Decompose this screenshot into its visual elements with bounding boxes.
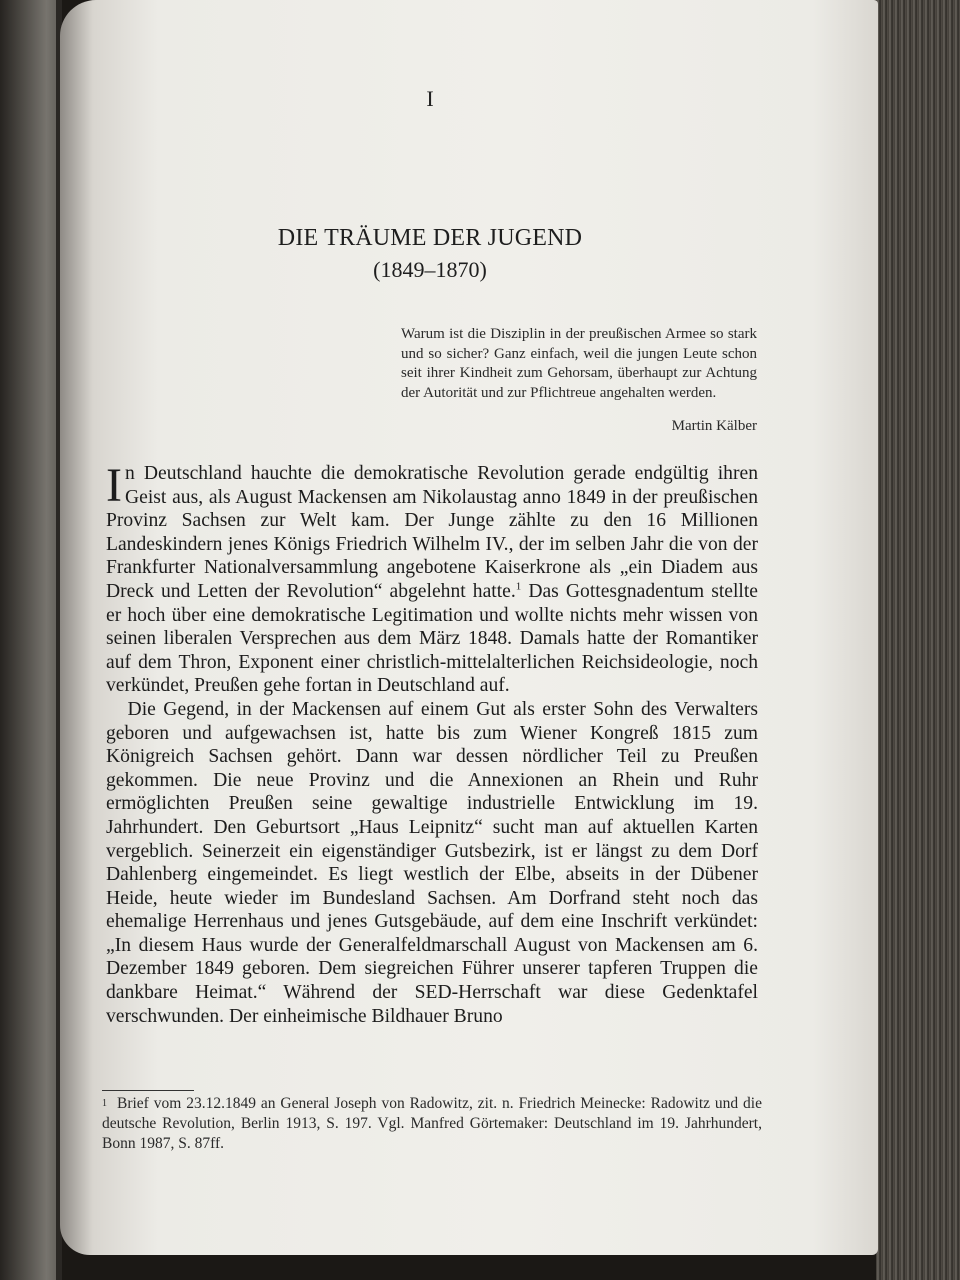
chapter-years: (1849–1870) xyxy=(373,257,487,282)
epigraph-quote: Warum ist die Disziplin in der preußischen Armee so stark und so sicher? Ganz einfach, weil die jungen Leute schon seit ihrer Kindheit zum Gehorsam, überhaupt zur Achtung der Autorität und zur Pflichtreue angehalten werden. xyxy=(401,326,757,401)
book-page-edges xyxy=(876,0,960,1280)
footnote-mark: 1 xyxy=(102,1098,107,1109)
paragraph-2: Die Gegend, in der Mackensen auf einem Gut als erster Sohn des Verwalters geboren und aufgewachsen ist, hatte bis zum Wiener Kongreß 1815 zum Königreich Sachsen gehört. Dann war dessen nördlicher Teil zu Preußen gekommen. Die neue Provinz und die Annexionen an Rhein und Ruhr ermöglichten Preußen seine gewaltige industrielle Entwicklung im 19. Jahrhundert. Den Geburtsort „Haus Leipnitz“ sucht man auf aktuellen Karten vergeblich. Seinerzeit ein eigenständiger Gutsbezirk, ist er längst zu dem Dorf Dahlenberg eingemeindet. Es liegt westlich der Elbe, abseits in der Dübener Heide, heute wieder im Bundesland Sachsen. Am Dorfrand steht noch das ehemalige Herrenhaus und jenes Gutsgebäude, auf dem eine Inschrift verkündet: „In diesem Haus wurde der Generalfeldmarschall August von Mackensen am 6. Dezember 1849 geboren. Dem siegreichen Führer unserer tapferen Truppen die dankbare Heimat.“ Während der SED-Herrschaft war diese Gedenktafel verschwunden. Der einheimische Bildhauer Bruno xyxy=(106,698,758,1027)
chapter-number: I xyxy=(426,86,434,111)
book-left-edge xyxy=(0,0,62,1280)
footnote-reference[interactable]: 1 xyxy=(515,580,522,593)
paragraph-1-text-a: n Deutschland hauchte die demokratische Revolution gerade endgültig ihren Geist aus, als August Mackensen am Nikolaustag anno 1849 in der preußischen Provinz Sachsen zur Welt kam. Der Junge zählte zu den 16 Millionen Landeskindern jenes Königs Friedrich Wilhelm IV., der im selben Jahr die von der Frankfurter Nationalversammlung angebotene Kaiserkrone als „ein Diadem aus Dreck und Letten der Revolution“ abgelehnt hatte. xyxy=(106,463,758,602)
paragraph-1-text-b: Das Gottesgnadentum stellte er hoch über eine demokratische Legitimation und wollte nichts mehr wissen von seinen liberalen Versprechen aus dem März 1848. Damals hatte der Romantiker auf dem Thron, Exponent einer christlich-mittelalterlichen Reichsideologie, noch verkündet, Preußen gehe fortan in Deutschland auf. xyxy=(106,580,758,697)
footnote-divider xyxy=(102,1090,194,1091)
footnote-text: Brief vom 23.12.1849 an General Joseph von Radowitz, zit. n. Friedrich Meinecke: Radowitz und die deutsche Revolution, Berlin 1913, S. 197. Vgl. Manfred Görtemaker: Deutschland im 19. Jahrhundert, Bonn 1987, S. 87ff. xyxy=(102,1095,762,1152)
chapter-title: DIE TRÄUME DER JUGEND xyxy=(277,225,583,251)
drop-initial: I xyxy=(106,459,122,512)
footnote xyxy=(102,1094,762,1154)
main-text xyxy=(106,459,758,1028)
paragraph-1 xyxy=(106,459,758,698)
epigraph-author: Martin Kälber xyxy=(671,418,757,434)
